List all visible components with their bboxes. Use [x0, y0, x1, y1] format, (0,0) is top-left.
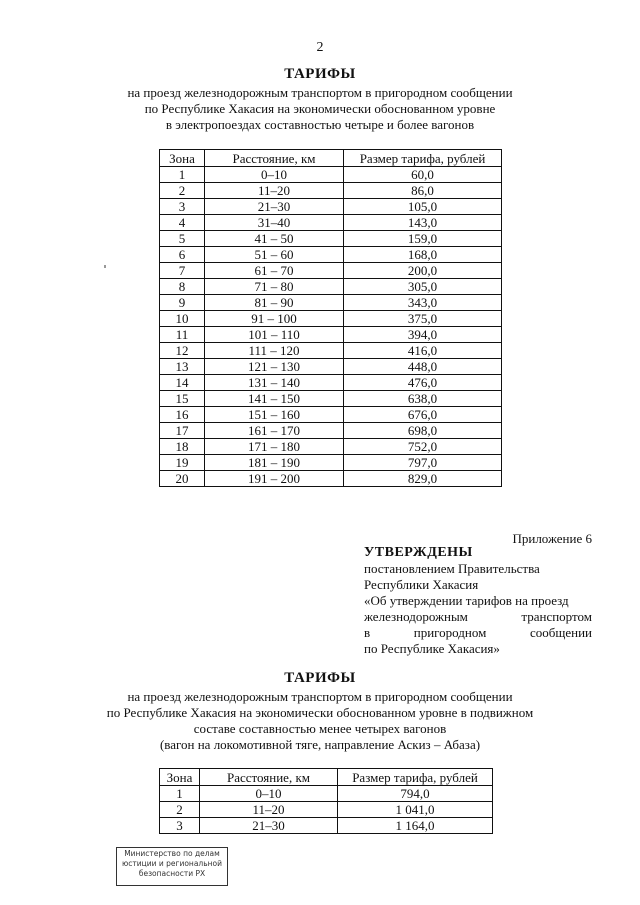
- header-price: Размер тарифа, рублей: [338, 769, 493, 786]
- header-zone: Зона: [160, 150, 205, 167]
- tariff-table-2: [159, 768, 493, 834]
- cell-zone: 20: [160, 471, 205, 487]
- table-row: [160, 199, 502, 215]
- cell-zone: 14: [160, 375, 205, 391]
- cell-zone: 1: [160, 786, 200, 802]
- cell-price: 305,0: [344, 279, 502, 295]
- table-row: [160, 263, 502, 279]
- approval-line: железнодорожным транспортом: [364, 609, 592, 624]
- table-row: [160, 407, 502, 423]
- cell-distance: 151 – 160: [205, 407, 344, 423]
- stamp-line: безопасности РХ: [138, 869, 206, 878]
- cell-zone: 1: [160, 167, 205, 183]
- table-row: [160, 279, 502, 295]
- cell-zone: 11: [160, 327, 205, 343]
- header-distance: Расстояние, км: [200, 769, 338, 786]
- cell-distance: 171 – 180: [205, 439, 344, 455]
- table-row: [160, 439, 502, 455]
- cell-price: 416,0: [344, 343, 502, 359]
- cell-price: 698,0: [344, 423, 502, 439]
- cell-zone: 2: [160, 183, 205, 199]
- approval-block: [364, 545, 592, 657]
- table1-title: ТАРИФЫ: [284, 66, 356, 82]
- cell-distance: 21–30: [200, 818, 338, 834]
- table2-subtitle: [60, 689, 580, 753]
- table-row: [160, 455, 502, 471]
- cell-zone: 13: [160, 359, 205, 375]
- cell-zone: 7: [160, 263, 205, 279]
- header-price: Размер тарифа, рублей: [344, 150, 502, 167]
- cell-zone: 18: [160, 439, 205, 455]
- cell-distance: 91 – 100: [205, 311, 344, 327]
- cell-distance: 61 – 70: [205, 263, 344, 279]
- approval-line: «Об утверждении тарифов на проезд: [364, 593, 569, 608]
- cell-zone: 12: [160, 343, 205, 359]
- cell-distance: 71 – 80: [205, 279, 344, 295]
- table-row: [160, 183, 502, 199]
- approved-heading: УТВЕРЖДЕНЫ: [364, 545, 473, 560]
- table-row: [160, 391, 502, 407]
- cell-price: 676,0: [344, 407, 502, 423]
- cell-distance: 21–30: [205, 199, 344, 215]
- table1-subtitle: [60, 85, 580, 133]
- table-row: [160, 786, 493, 802]
- appendix-label: Приложение 6: [512, 531, 592, 546]
- approval-line: Республики Хакасия: [364, 577, 479, 592]
- cell-distance: 111 – 120: [205, 343, 344, 359]
- cell-price: 394,0: [344, 327, 502, 343]
- header-zone: Зона: [160, 769, 200, 786]
- table-row: [160, 802, 493, 818]
- cell-zone: 3: [160, 199, 205, 215]
- cell-distance: 141 – 150: [205, 391, 344, 407]
- table-row: [160, 231, 502, 247]
- cell-price: 143,0: [344, 215, 502, 231]
- cell-distance: 131 – 140: [205, 375, 344, 391]
- cell-distance: 121 – 130: [205, 359, 344, 375]
- table1-subtitle-line: на проезд железнодорожным транспортом в пригородном сообщении: [127, 85, 513, 100]
- cell-distance: 81 – 90: [205, 295, 344, 311]
- cell-price: 476,0: [344, 375, 502, 391]
- cell-zone: 4: [160, 215, 205, 231]
- stamp-line: юстиции и региональной: [121, 859, 223, 868]
- table-row: [160, 343, 502, 359]
- cell-price: 829,0: [344, 471, 502, 487]
- table1-subtitle-line: в электропоездах составностью четыре и более вагонов: [165, 117, 475, 132]
- cell-distance: 0–10: [205, 167, 344, 183]
- cell-price: 752,0: [344, 439, 502, 455]
- cell-zone: 6: [160, 247, 205, 263]
- cell-price: 638,0: [344, 391, 502, 407]
- cell-distance: 181 – 190: [205, 455, 344, 471]
- table2-subtitle-line: на проезд железнодорожным транспортом в пригородном сообщении: [127, 689, 513, 704]
- table2-subtitle-line: по Республике Хакасия на экономически обоснованном уровне в подвижном: [106, 705, 534, 720]
- cell-price: 86,0: [344, 183, 502, 199]
- cell-distance: 31–40: [205, 215, 344, 231]
- cell-price: 375,0: [344, 311, 502, 327]
- cell-zone: 8: [160, 279, 205, 295]
- cell-distance: 161 – 170: [205, 423, 344, 439]
- ministry-stamp: [116, 847, 228, 886]
- table-header-row: [160, 150, 502, 167]
- cell-zone: 10: [160, 311, 205, 327]
- table-row: [160, 471, 502, 487]
- cell-price: 1 164,0: [338, 818, 493, 834]
- scan-mark: [104, 265, 106, 268]
- table-row: [160, 359, 502, 375]
- approval-line: постановлением Правительства: [364, 561, 540, 576]
- approval-line: по Республике Хакасия»: [364, 641, 500, 656]
- cell-zone: 15: [160, 391, 205, 407]
- table2-subtitle-line: составе составностью менее четырех вагонов: [193, 721, 447, 736]
- cell-zone: 3: [160, 818, 200, 834]
- table-row: [160, 818, 493, 834]
- table-row: [160, 215, 502, 231]
- table1-subtitle-line: по Республике Хакасия на экономически обоснованном уровне: [144, 101, 496, 116]
- cell-distance: 191 – 200: [205, 471, 344, 487]
- cell-distance: 51 – 60: [205, 247, 344, 263]
- table2-title: ТАРИФЫ: [284, 670, 356, 686]
- cell-distance: 0–10: [200, 786, 338, 802]
- table-row: [160, 295, 502, 311]
- header-distance: Расстояние, км: [205, 150, 344, 167]
- tariff-table-1: [159, 149, 502, 487]
- table-row: [160, 167, 502, 183]
- cell-price: 200,0: [344, 263, 502, 279]
- table-row: [160, 423, 502, 439]
- page-number: 2: [316, 40, 324, 55]
- cell-price: 105,0: [344, 199, 502, 215]
- cell-price: 343,0: [344, 295, 502, 311]
- cell-distance: 11–20: [205, 183, 344, 199]
- cell-zone: 2: [160, 802, 200, 818]
- cell-zone: 17: [160, 423, 205, 439]
- cell-zone: 19: [160, 455, 205, 471]
- table-row: [160, 247, 502, 263]
- cell-price: 168,0: [344, 247, 502, 263]
- table-row: [160, 311, 502, 327]
- cell-price: 448,0: [344, 359, 502, 375]
- cell-zone: 16: [160, 407, 205, 423]
- cell-price: 1 041,0: [338, 802, 493, 818]
- cell-price: 60,0: [344, 167, 502, 183]
- table-header-row: [160, 769, 493, 786]
- cell-distance: 41 – 50: [205, 231, 344, 247]
- cell-zone: 9: [160, 295, 205, 311]
- cell-distance: 11–20: [200, 802, 338, 818]
- cell-price: 159,0: [344, 231, 502, 247]
- cell-price: 797,0: [344, 455, 502, 471]
- cell-zone: 5: [160, 231, 205, 247]
- cell-price: 794,0: [338, 786, 493, 802]
- cell-distance: 101 – 110: [205, 327, 344, 343]
- table2-subtitle-line: (вагон на локомотивной тяге, направление Аскиз – Абаза): [159, 737, 481, 752]
- table-row: [160, 327, 502, 343]
- table-row: [160, 375, 502, 391]
- approval-line: в пригородном сообщении: [364, 625, 592, 640]
- stamp-line: Министерство по делам: [124, 849, 220, 858]
